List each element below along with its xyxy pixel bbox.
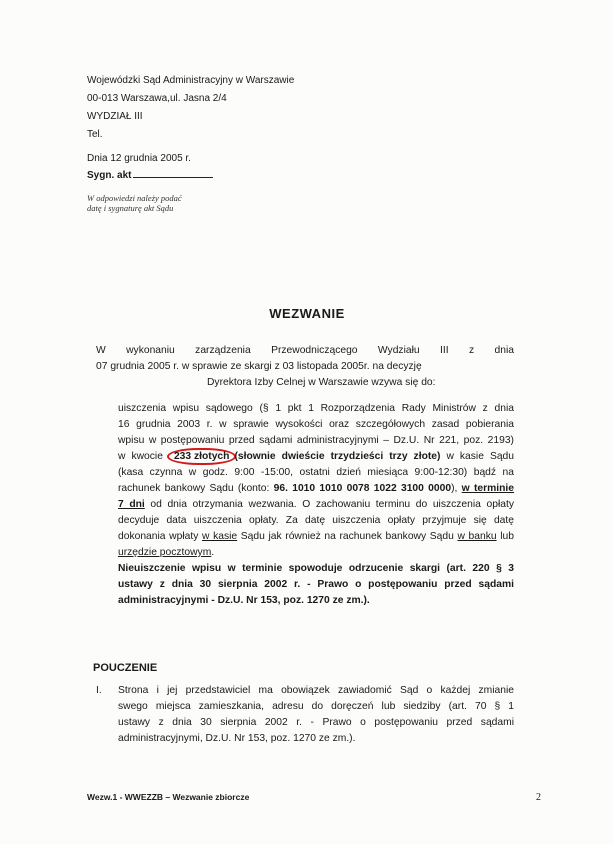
payment-line-3: wpisu w postępowaniu przed sądami administracyjnymi – Dz.U. Nr 221, poz. 2193) (118, 435, 514, 446)
payment-line-6 (118, 481, 514, 497)
instruction-line-1: Strona i jej przedstawiciel ma obowiązek zawiadomić Sąd o każdej zmianie (118, 685, 514, 696)
instruction-heading: POUCZENIE (93, 662, 158, 674)
reply-note-line-1: W odpowiedzi należy podać (87, 193, 182, 203)
payment-line-7 (118, 497, 514, 513)
instruction-line-2: swego miejsca zamieszkania, adresu do doręczeń lub siedziby (art. 70 § 1 (118, 701, 514, 712)
amount-in-words: (słownie dwieście trzydzieści trzy złote) (234, 451, 441, 462)
intro-paragraph-3 (207, 375, 507, 391)
signature-blank-line (133, 169, 213, 178)
payment-paragraph (118, 401, 514, 609)
bank-account: 96. 1010 1010 0078 1022 3100 0000 (273, 483, 452, 494)
payment-line-8: decyduje data uiszczenia opłaty. Za datę uiszczenia opłaty przyjmuje się datę (118, 515, 514, 526)
case-signature (87, 169, 213, 181)
instruction-number: I. (96, 685, 102, 696)
amount-suffix: w kasie Sądu (440, 451, 514, 462)
deadline-label: w terminie (461, 483, 515, 494)
reply-note-line-2: datę i sygnaturę akt Sądu (87, 203, 174, 213)
phone-label: Tel. (87, 129, 103, 140)
bank-underlined: w banku (457, 531, 497, 542)
intro-paragraph-2 (96, 359, 514, 375)
payment-line-1: uiszczenia wpisu sądowego (§ 1 pkt 1 Rozporządzenia Rady Ministrów z dnia (118, 403, 514, 414)
payment-text-2: Sądu jak również na rachunek bankowy Sądu (237, 531, 458, 542)
footer-code: Wezw.1 - WWEZZB – Wezwanie zbiorcze (87, 792, 250, 802)
document-date: Dnia 12 grudnia 2005 r. (87, 153, 191, 164)
cash-desk-underlined: w kasie (202, 531, 238, 542)
payment-line-10 (118, 545, 514, 561)
page-number: 2 (536, 792, 541, 803)
amount-circled: 233 złotych (167, 448, 237, 465)
account-prefix: rachunek bankowy Sądu (konto: (118, 483, 274, 494)
account-suffix: ), (451, 483, 462, 494)
deadline-text: od dnia otrzymania wezwania. O zachowaniu terminu do uiszczenia opłaty (144, 499, 514, 510)
instruction-line-3: ustawy z dnia 30 sierpnia 2002 r. - Prawo o postępowaniu przed sądami (118, 717, 514, 728)
instruction-paragraph (118, 683, 514, 747)
intro-paragraph (96, 343, 514, 359)
payment-line-9 (118, 529, 514, 545)
warning-line-2: ustawy z dnia 30 sierpnia 2002 r. - Prawo o postępowaniu przed sądami (118, 579, 514, 590)
department: WYDZIAŁ III (87, 111, 143, 122)
signature-label: Sygn. akt (87, 170, 132, 181)
amount-prefix: w kwocie (118, 451, 169, 462)
intro-line-2: 07 grudnia 2005 r. w sprawie ze skargi z 03 listopada 2005r. na decyzję (96, 361, 422, 372)
intro-line-1: W wykonaniu zarządzenia Przewodniczącego Wydziału III z dnia (96, 345, 514, 356)
document-title: WEZWANIE (269, 306, 345, 321)
court-address: 00-013 Warszawa,ul. Jasna 2/4 (87, 93, 227, 104)
intro-line-3: Dyrektora Izby Celnej w Warszawie wzywa się do: (207, 377, 436, 388)
reply-note (87, 193, 182, 213)
payment-line-4 (118, 449, 514, 465)
instruction-line-4: administracyjnymi, Dz.U. Nr 153, poz. 1270 ze zm.). (118, 733, 356, 744)
payment-text: dokonania wpłaty (118, 531, 202, 542)
warning-line-3: administracyjnymi - Dz.U. Nr 153, poz. 1270 ze zm.). (118, 595, 370, 606)
warning-line-1: Nieuiszczenie wpisu w terminie spowoduje odrzucenie skargi (art. 220 § 3 (118, 563, 514, 574)
payment-text-3: lub (496, 531, 514, 542)
payment-end: . (211, 547, 215, 558)
deadline-days: 7 dni (118, 499, 145, 510)
court-name: Wojewódzki Sąd Administracyjny w Warszawie (87, 75, 295, 86)
post-office-underlined: urzędzie pocztowym (118, 547, 212, 558)
payment-line-2: 16 grudnia 2003 r. w sprawie wysokości oraz szczegółowych zasad pobierania (118, 419, 514, 430)
payment-line-5: (kasa czynna w godz. 9:00 -15:00, ostatni dzień miesiąca 9:00-12:30) bądź na (118, 467, 514, 478)
